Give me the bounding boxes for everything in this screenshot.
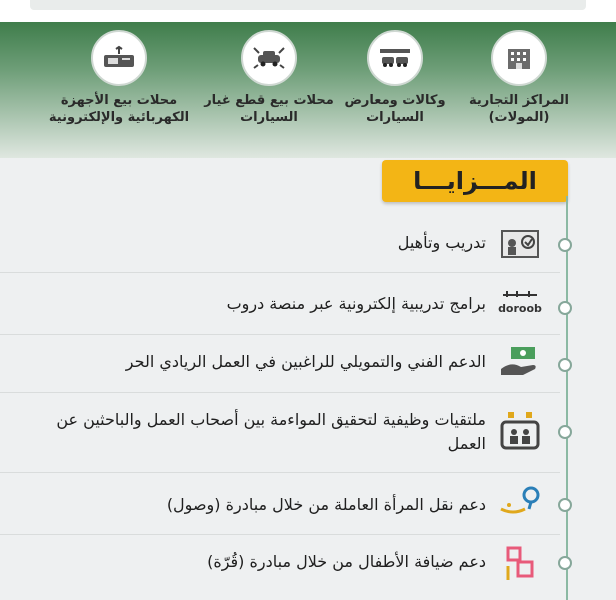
timeline-node — [558, 556, 572, 570]
category-label: المراكز التجارية (المولات) — [469, 93, 569, 125]
section-title-box — [382, 160, 568, 202]
timeline-node — [558, 238, 572, 252]
section-title: المـــزايـــا — [413, 167, 537, 195]
timeline-node — [558, 425, 572, 439]
category-car-parts — [194, 30, 344, 126]
job-fair-icon — [494, 410, 546, 450]
car-parts-icon — [241, 30, 297, 86]
financial-support-icon — [494, 342, 546, 382]
feature-text: دعم نقل المرأة العاملة من خلال مبادرة (وصول) — [166, 495, 486, 514]
feature-row — [0, 212, 616, 272]
row-divider — [0, 392, 560, 393]
row-divider — [0, 334, 560, 335]
feature-text: الدعم الفني والتمويلي للراغبين في العمل الريادي الحر — [125, 352, 486, 371]
row-divider — [0, 534, 560, 535]
row-divider — [0, 272, 560, 273]
top-strip — [0, 0, 616, 22]
feature-text: برامج تدريبية إلكترونية عبر منصة دروب — [226, 294, 486, 313]
category-list — [0, 30, 616, 150]
feature-text: تدريب وتأهيل — [397, 233, 486, 252]
wusool-logo — [494, 482, 546, 522]
mall-building-icon — [491, 30, 547, 86]
feature-text: دعم ضيافة الأطفال من خلال مبادرة (قُرّة) — [207, 552, 486, 571]
feature-text: ملتقيات وظيفية لتحقيق المواءمة بين أصحاب العمل والباحثين عن العمل — [56, 410, 486, 453]
feature-row — [0, 334, 616, 392]
timeline-node — [558, 498, 572, 512]
category-label: محلات بيع الأجهزة الكهربائية والإلكترونية — [48, 93, 190, 125]
timeline-node — [558, 301, 572, 315]
feature-row — [0, 272, 616, 334]
svg-text:doroob: doroob — [498, 302, 542, 315]
doroob-logo — [494, 282, 546, 322]
electronics-icon — [91, 30, 147, 86]
row-divider — [0, 472, 560, 473]
timeline-node — [558, 358, 572, 372]
feature-row — [0, 472, 616, 534]
qurrah-logo — [494, 544, 546, 584]
training-icon — [494, 224, 546, 264]
feature-row — [0, 392, 616, 472]
feature-row — [0, 534, 616, 600]
category-label: وكالات ومعارض السيارات — [344, 93, 446, 125]
category-electronics — [44, 30, 194, 126]
category-label: محلات بيع قطع غيار السيارات — [204, 93, 334, 125]
car-showroom-icon — [367, 30, 423, 86]
